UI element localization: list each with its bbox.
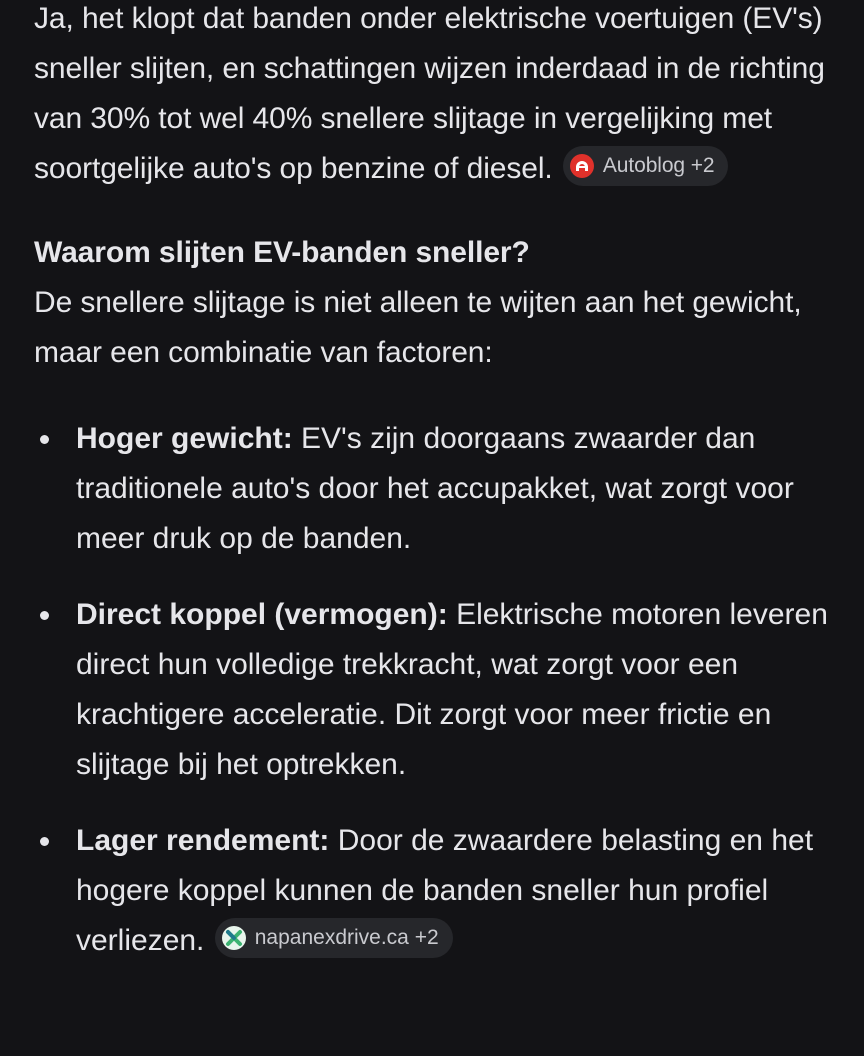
intro-text: Ja, het klopt dat banden onder elektrische voertuigen (EV's) sneller slijten, en schattingen wijzen inderdaad in de richting van 30% tot wel 40% snellere slijtage in vergelijking met soortgelijke auto's op benzine of diesel. [34, 2, 825, 185]
source-chip-autoblog[interactable] [563, 146, 729, 186]
list-item [34, 816, 844, 966]
section-lead: De snellere slijtage is niet alleen te wijten aan het gewicht, maar een combinatie van factoren: [34, 286, 802, 369]
autoblog-logo-icon [569, 153, 595, 179]
list-item-text: Elektrische motoren leveren direct hun volledige trekkracht, wat zorgt voor een krachtigere acceleratie. Dit zorgt voor meer frictie en slijtage bij het optrekken. [76, 598, 828, 781]
source-chip-label: Autoblog +2 [602, 154, 715, 178]
list-item-text: EV's zijn doorgaans zwaarder dan traditionele auto's door het accupakket, wat zorgt voor meer druk op de banden. [76, 422, 794, 555]
list-item-title: Lager rendement: [76, 824, 330, 857]
section-heading: Waarom slijten EV-banden sneller? [34, 236, 530, 269]
intro-paragraph [34, 0, 844, 194]
source-chip-napanexdrive[interactable] [215, 918, 453, 958]
list-item [34, 414, 844, 564]
list-item-title: Direct koppel (vermogen): [76, 598, 448, 631]
bullet-dot-icon [40, 435, 49, 444]
factor-list [34, 414, 844, 966]
bullet-dot-icon [40, 611, 49, 620]
list-item-text: Door de zwaardere belasting en het hogere koppel kunnen de banden sneller hun profiel verliezen. [76, 824, 814, 957]
source-chip-label: napanexdrive.ca +2 [254, 926, 439, 950]
response-content [34, 0, 844, 992]
bullet-dot-icon [40, 837, 49, 846]
napanexdrive-logo-icon [221, 925, 247, 951]
list-item [34, 590, 844, 790]
list-item-title: Hoger gewicht: [76, 422, 293, 455]
